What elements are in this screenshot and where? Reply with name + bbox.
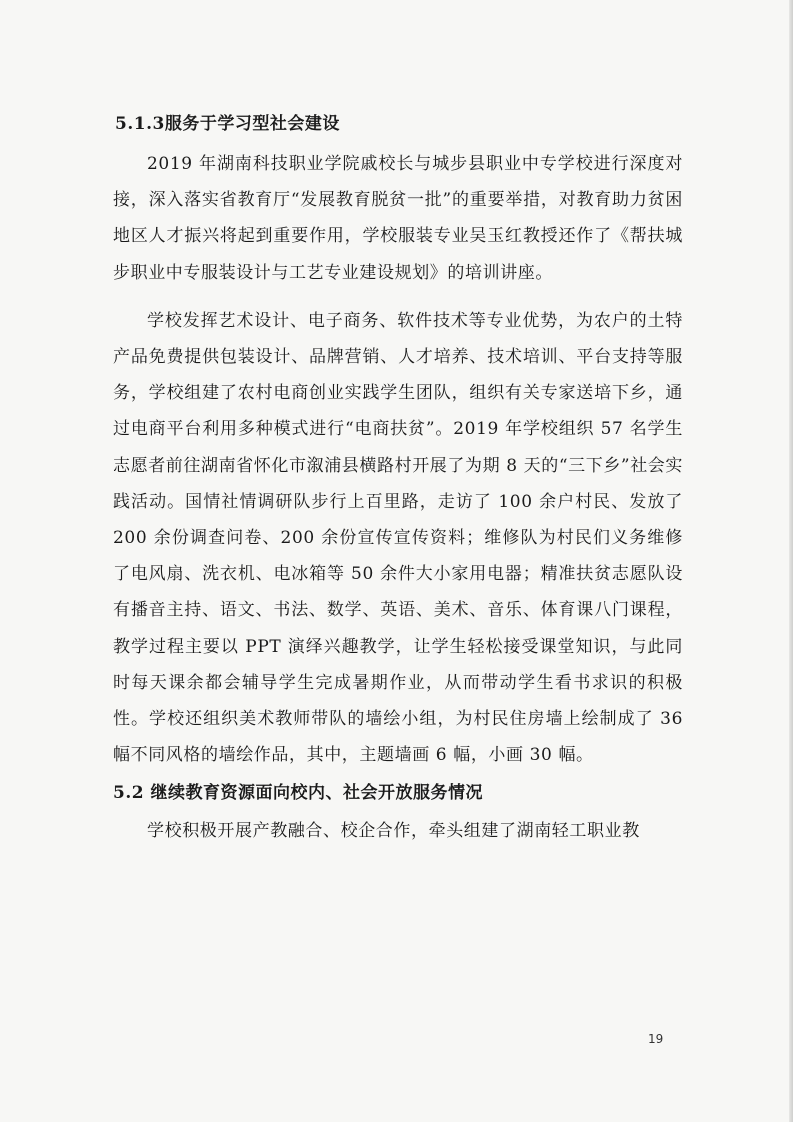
page-edge-shadow [789,0,793,1122]
body-paragraph: 2019 年湖南科技职业学院戚校长与城步县职业中专学校进行深度对接，深入落实省教育厅“发展教育脱贫一批”的重要举措，对教育助力贫困地区人才振兴将起到重要作用，学校服装专业吴玉红教授还作了《帮扶城步职业中专服装设计与工艺专业建设规划》的培训讲座。 [113,154,683,283]
body-paragraph: 学校发挥艺术设计、电子商务、软件技术等专业优势，为农户的土特产品免费提供包装设计、品牌营销、人才培养、技术培训、平台支持等服务，学校组建了农村电商创业实践学生团队，组织有关专家送培下乡，通过电商平台利用多种模式进行“电商扶贫”。2019 年学校组织 57 名学生志愿者前往湖南省怀化市溆浦县横路村开展了为期 8 天的“三下乡”社会实践活动。国情社情调研队步行上百里路，走访了 100 余户村民、发放了 200 余份调查问卷、200 余份宣传宣传资料；维修队为村民们义务维修了电风扇、洗衣机、电冰箱等 50 余件大小家用电器；精准扶贫志愿队设有播音主持、语文、书法、数学、英语、美术、音乐、体育课八门课程，教学过程主要以 PPT 演绎兴趣教学，让学生轻松接受课堂知识，与此同时每天课余都会辅导学生完成暑期作业，从而带动学生看书求识的积极性。学校还组织美术教师带队的墙绘小组，为村民住房墙上绘制成了 36 幅不同风格的墙绘作品，其中，主题墙画 6 幅，小画 30 幅。 [113,310,684,766]
page-content [113,110,683,850]
section-heading-5-1-3: 5.1.3服务于学习型社会建设 [115,114,340,134]
body-paragraph: 学校积极开展产教融合、校企合作，牵头组建了湖南轻工职业教 [147,821,640,842]
page-number: 19 [648,1032,664,1046]
section-heading-5-2: 5.2 继续教育资源面向校内、社会开放服务情况 [113,783,483,804]
